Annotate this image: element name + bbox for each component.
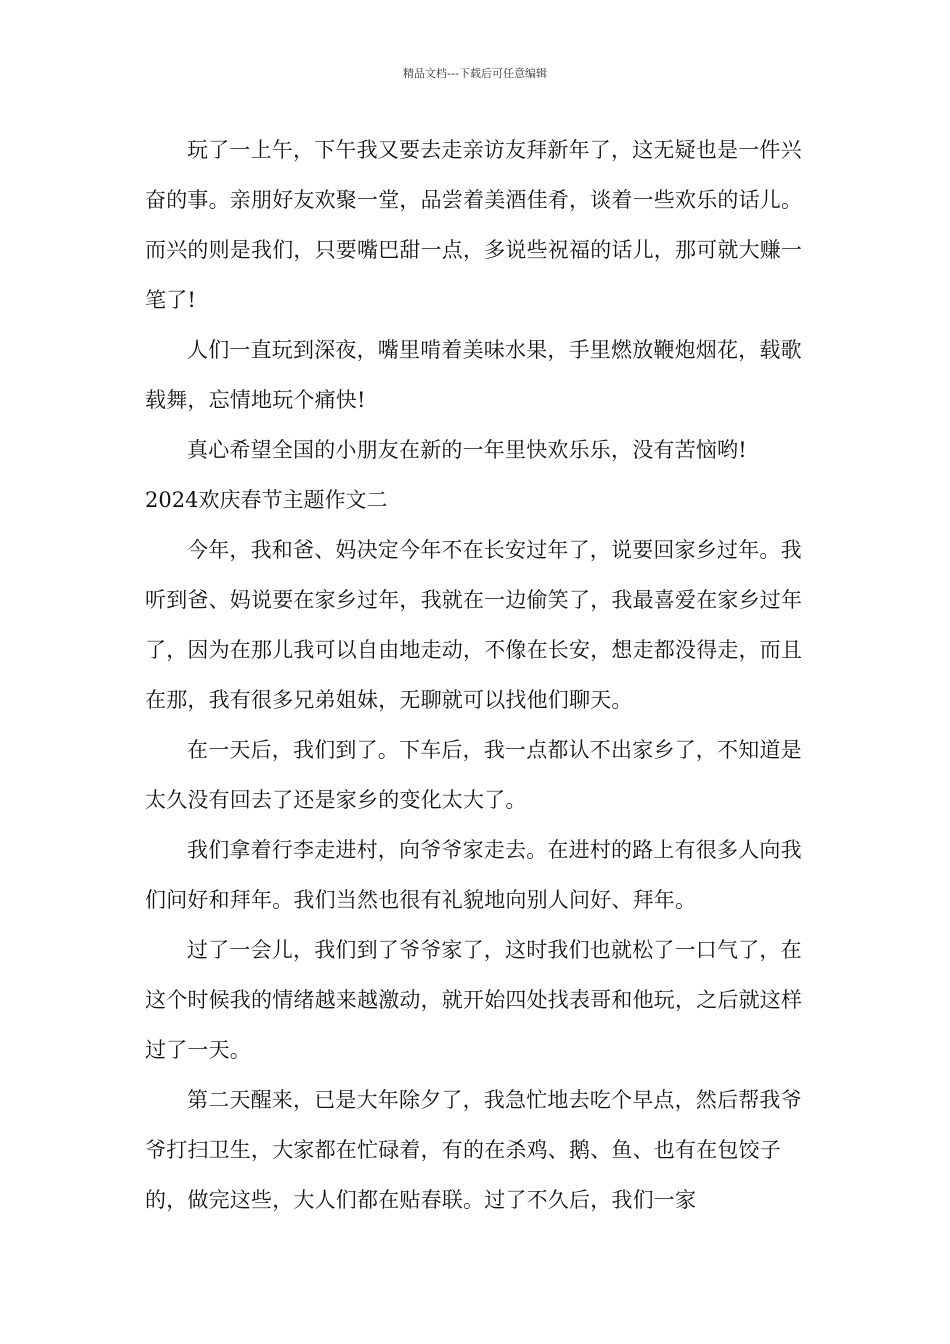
paragraph-7: 过了一会儿，我们到了爷爷家了，这时我们也就松了一口气了，在这个时候我的情绪越来越激动，就开始四处找表哥和他玩，之后就这样过了一天。 — [145, 938, 803, 1062]
document-body — [145, 125, 815, 1225]
paragraph-5: 在一天后，我们到了。下车后，我一点都认不出家乡了，不知道是太久没有回去了还是家乡的变化太大了。 — [145, 738, 802, 812]
paragraph-3: 真心希望全国的小朋友在新的一年里快欢乐乐，没有苦恼哟! — [187, 438, 747, 462]
paragraph-2: 人们一直玩到深夜，嘴里啃着美味水果，手里燃放鞭炮烟花，载歌载舞，忘情地玩个痛快! — [145, 338, 802, 412]
paragraph-4: 今年，我和爸、妈决定今年不在长安过年了，说要回家乡过年。我听到爸、妈说要在家乡过年，我就在一边偷笑了，我最喜爱在家乡过年了，因为在那儿我可以自由地走动，不像在长安，想走都没得走，而且在那，我有很多兄弟姐妹，无聊就可以找他们聊天。 — [145, 538, 803, 712]
paragraph-6: 我们拿着行李走进村，向爷爷家走去。在进村的路上有很多人向我们问好和拜年。我们当然也很有礼貌地向别人问好、拜年。 — [145, 838, 802, 912]
page-header: 精品文档---下载后可任意编辑 — [403, 67, 547, 80]
paragraph-8: 第二天醒来，已是大年除夕了，我急忙地去吃个早点，然后帮我爷爷打扫卫生，大家都在忙碌着，有的在杀鸡、鹅、鱼、也有在包饺子的，做完这些，大人们都在贴春联。过了不久后，我们一家 — [145, 1088, 802, 1212]
paragraph-1: 玩了一上午，下午我又要去走亲访友拜新年了，这无疑也是一件兴奋的事。亲朋好友欢聚一堂，品尝着美酒佳肴，谈着一些欢乐的话儿。而兴的则是我们，只要嘴巴甜一点，多说些祝福的话儿，那可就大赚一笔了! — [145, 138, 803, 312]
section-title: 2024欢庆春节主题作文二 — [145, 488, 388, 512]
